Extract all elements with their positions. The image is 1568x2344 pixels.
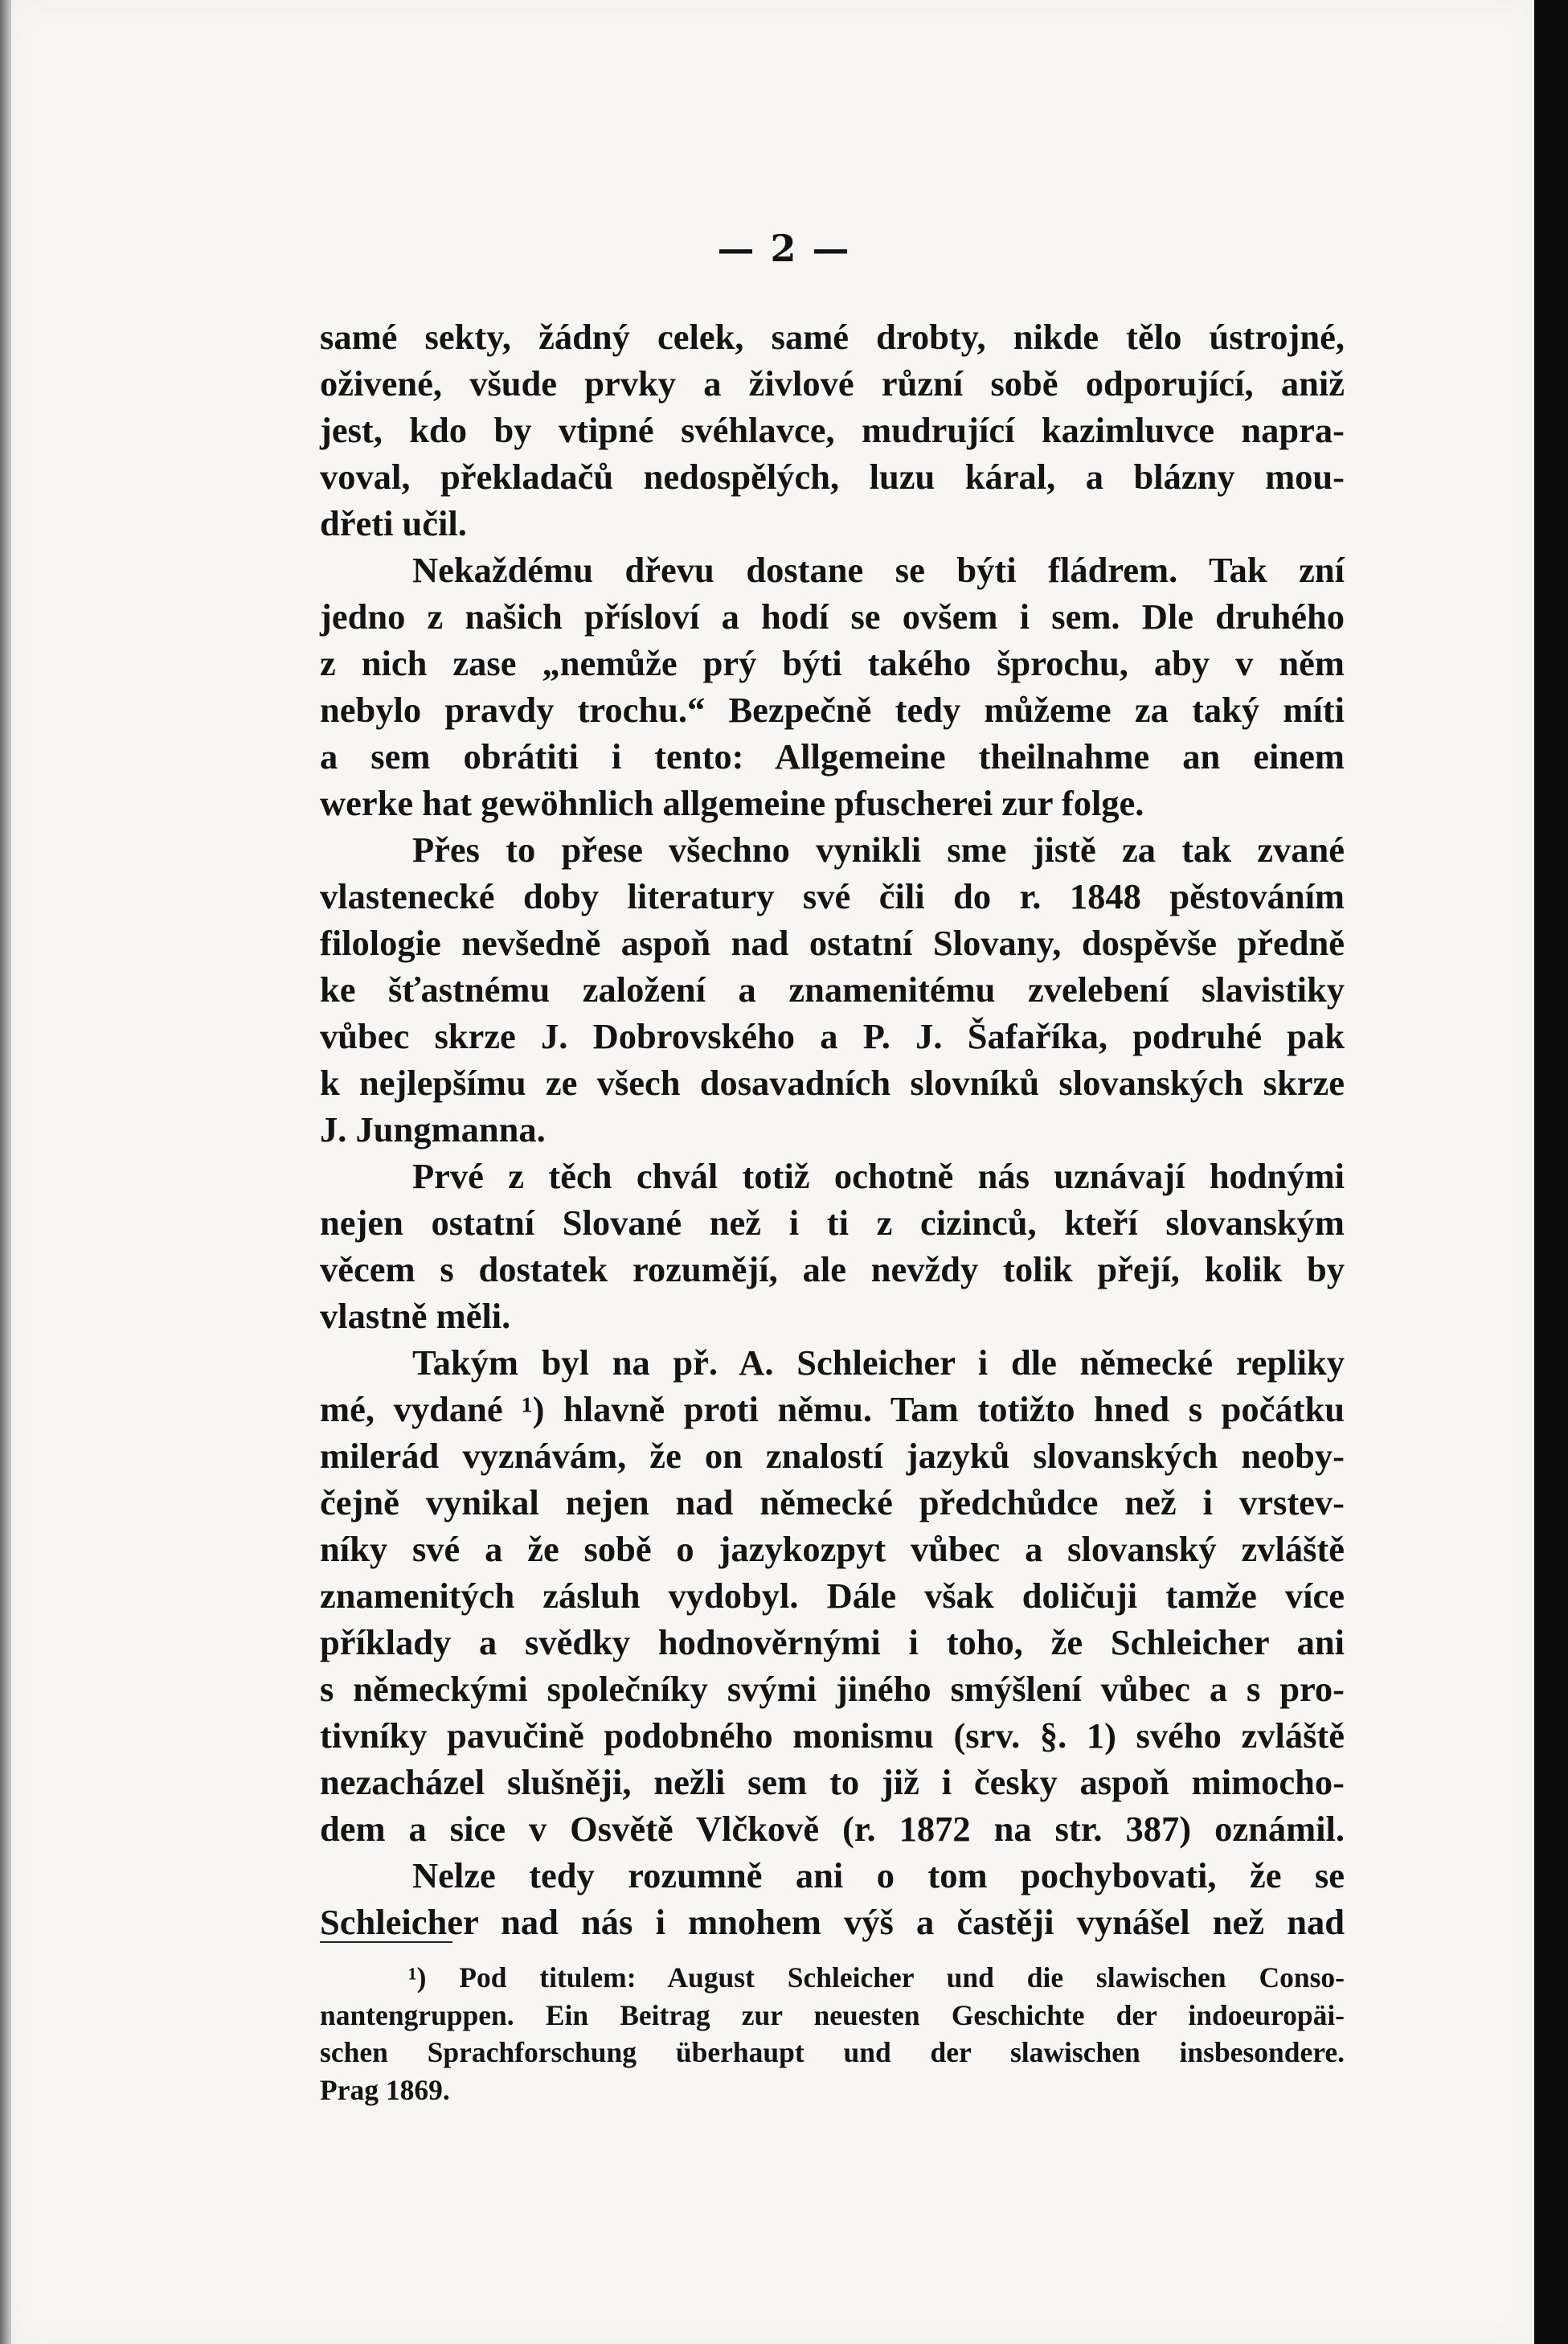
footnote-line: ¹) Pod titulem: August Schleicher und die slawischen Conso-: [408, 1961, 1345, 1994]
text-line: s německými společníky svými jiného smýšlení vůbec a s pro-: [320, 1669, 1345, 1709]
text-line: oživené, všude prvky a živlové různí sobě odporující, aniž: [320, 363, 1345, 404]
text-line: milerád vyznávám, že on znalostí jazyků slovanských neoby-: [320, 1436, 1345, 1476]
text-line: Přes to přese všechno vynikli sme jistě za tak zvané: [412, 830, 1345, 870]
text-line: ke šťastnému založení a znamenitému zvelebení slavistiky: [320, 969, 1345, 1010]
footnote-line: nantengruppen. Ein Beitrag zur neuesten Geschichte der indoeuropäi-: [320, 1998, 1345, 2031]
text-line: vlastně měli.: [320, 1296, 511, 1336]
text-line: nezacházel slušněji, nežli sem to již i česky aspoň mimocho-: [320, 1762, 1345, 1802]
text-line: werke hat gewöhnlich allgemeine pfuscherei zur folge.: [320, 783, 1144, 823]
text-line: Nelze tedy rozumně ani o tom pochybovati, že se: [412, 1855, 1345, 1895]
text-line: níky své a že sobě o jazykozpyt vůbec a slovanský zvláště: [320, 1529, 1345, 1569]
body-text: [320, 313, 1345, 1945]
text-line: Nekaždému dřevu dostane se býti fládrem. Tak zní: [412, 550, 1345, 590]
text-line: nebylo pravdy trochu.“ Bezpečně tedy můžeme za taký míti: [320, 690, 1345, 730]
text-line: znamenitých zásluh vydobyl. Dále však doličuji tamže více: [320, 1576, 1345, 1616]
text-line: tivníky pavučině podobného monismu (srv. §. 1) svého zvláště: [320, 1715, 1345, 1756]
text-line: Prvé z těch chvál totiž ochotně nás uznávají hodnými: [412, 1156, 1345, 1196]
page-number: — 2 —: [717, 227, 851, 270]
text-line: z nich zase „nemůže prý býti takého šprochu, aby v něm: [320, 643, 1345, 683]
text-line: dřeti učil.: [320, 503, 467, 543]
text-line: vůbec skrze J. Dobrovského a P. J. Šafaříka, podruhé pak: [320, 1016, 1345, 1056]
text-line: jedno z našich přísloví a hodí se ovšem i sem. Dle druhého: [320, 596, 1345, 637]
footnote: [320, 1959, 1345, 2108]
text-line: samé sekty, žádný celek, samé drobty, nikde tělo ústrojné,: [320, 317, 1345, 357]
text-line: filologie nevšedně aspoň nad ostatní Slovany, dospěvše předně: [320, 923, 1345, 963]
footnote-line: Prag 1869.: [320, 2073, 450, 2106]
scan-right-edge: [1534, 0, 1568, 2344]
text-line: jest, kdo by vtipné svéhlavce, mudrující kazimluvce napra-: [320, 410, 1345, 450]
text-line: J. Jungmanna.: [320, 1109, 546, 1149]
footnote-line: schen Sprachforschung überhaupt und der slawischen insbesondere.: [320, 2036, 1345, 2068]
text-line: dem a sice v Osvětě Vlčkově (r. 1872 na str. 387) oznámil.: [320, 1809, 1345, 1849]
text-line: k nejlepšímu ze všech dosavadních slovníků slovanských skrze: [320, 1063, 1345, 1103]
text-line: a sem obrátiti i tento: Allgemeine theilnahme an einem: [320, 736, 1345, 777]
text-line: příklady a svědky hodnověrnými i toho, že Schleicher ani: [320, 1622, 1345, 1662]
text-line: Schleicher nad nás i mnohem výš a častěji vynášel než nad: [320, 1902, 1345, 1942]
text-line: věcem s dostatek rozumějí, ale nevždy tolik přejí, kolik by: [320, 1249, 1345, 1289]
text-line: Takým byl na př. A. Schleicher i dle německé repliky: [412, 1342, 1345, 1383]
text-line: vlastenecké doby literatury své čili do r. 1848 pěstováním: [320, 876, 1345, 916]
footnote-divider: [320, 1941, 452, 1943]
text-line: mé, vydané ¹) hlavně proti němu. Tam totižto hned s počátku: [320, 1389, 1345, 1429]
text-line: voval, překladačů nedospělých, luzu káral, a blázny mou-: [320, 457, 1345, 497]
text-line: čejně vynikal nejen nad německé předchůdce než i vrstev-: [320, 1482, 1345, 1522]
text-line: nejen ostatní Slované než i ti z cizinců, kteří slovanským: [320, 1203, 1345, 1243]
